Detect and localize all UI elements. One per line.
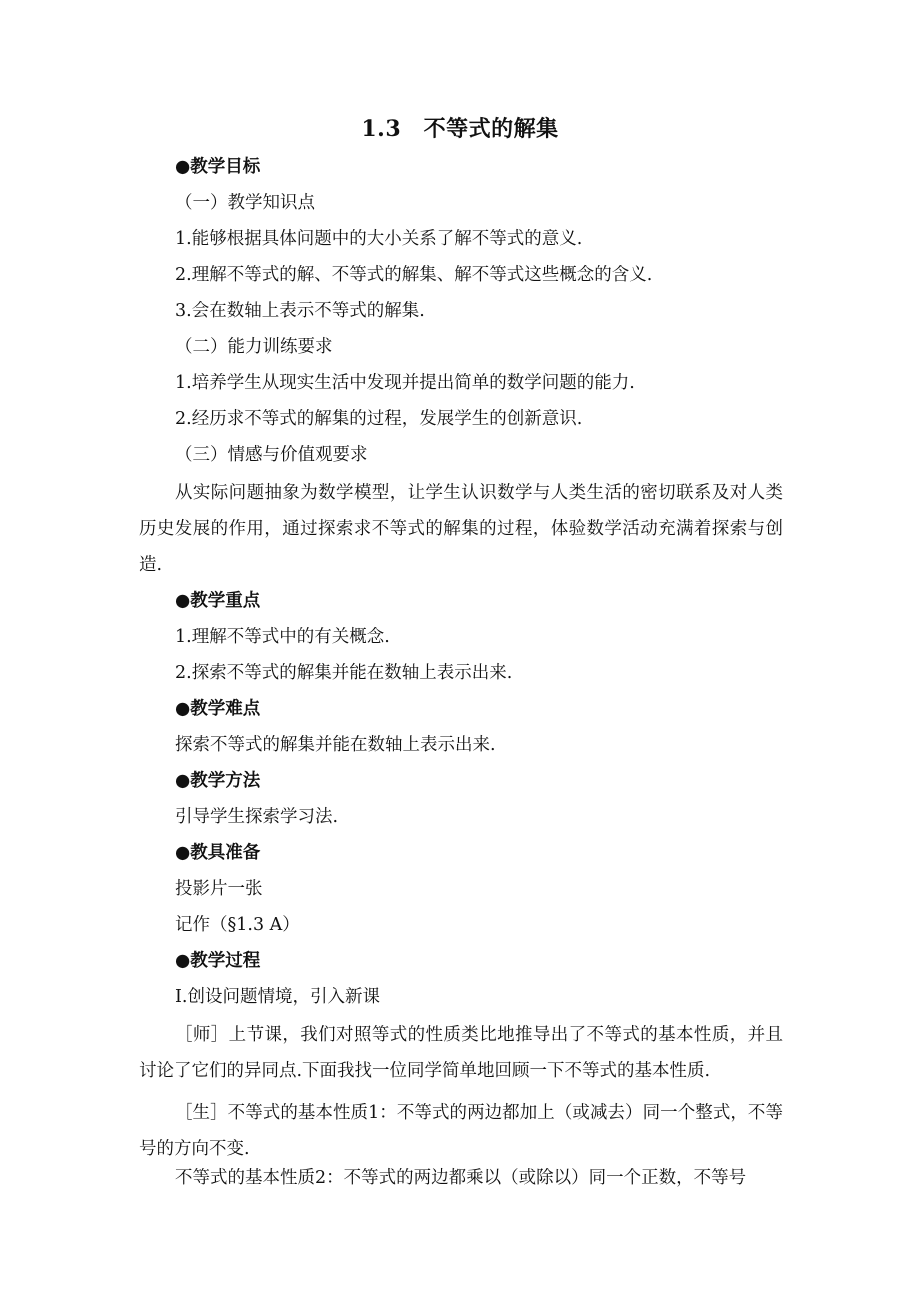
knowledge-item-2: 2.理解不等式的解、不等式的解集、解不等式这些概念的含义. [175, 265, 653, 285]
process-step-1: Ⅰ.创设问题情境，引入新课 [175, 987, 380, 1007]
knowledge-subheading: （一）教学知识点 [175, 193, 315, 213]
student-paragraph: ［生］不等式的基本性质1：不等式的两边都加上（或减去）同一个整式，不等号的方向不变. [139, 1103, 783, 1159]
ability-subheading: （二）能力训练要求 [175, 337, 333, 357]
tools-item-1: 投影片一张 [175, 879, 263, 899]
page-title: 1.3 不等式的解集 [361, 116, 559, 142]
emotion-subheading: （三）情感与价值观要求 [175, 445, 368, 465]
knowledge-item-3: 3.会在数轴上表示不等式的解集. [175, 301, 425, 321]
emotion-paragraph: 从实际问题抽象为数学模型，让学生认识数学与人类生活的密切联系及对人类历史发展的作用，通过探索求不等式的解集的过程，体验数学活动充满着探索与创造. [139, 483, 783, 575]
method-text: 引导学生探索学习法. [175, 807, 339, 827]
teacher-paragraph: ［师］上节课，我们对照等式的性质类比地推导出了不等式的基本性质，并且讨论了它们的异同点.下面我找一位同学简单地回顾一下不等式的基本性质. [139, 1025, 783, 1081]
tools-item-2: 记作（§1.3 A） [175, 915, 300, 935]
knowledge-item-1: 1.能够根据具体问题中的大小关系了解不等式的意义. [175, 229, 583, 249]
process-heading: ●教学过程 [175, 951, 261, 971]
difficulty-text: 探索不等式的解集并能在数轴上表示出来. [175, 735, 496, 755]
method-heading: ●教学方法 [175, 771, 261, 791]
difficulty-heading: ●教学难点 [175, 699, 261, 719]
tools-heading: ●教具准备 [175, 843, 261, 863]
ability-item-2: 2.经历求不等式的解集的过程，发展学生的创新意识. [175, 409, 583, 429]
objectives-heading: ●教学目标 [175, 157, 261, 177]
key-point-2: 2.探索不等式的解集并能在数轴上表示出来. [175, 663, 513, 683]
key-point-1: 1.理解不等式中的有关概念. [175, 627, 390, 647]
ability-item-1: 1.培养学生从现实生活中发现并提出简单的数学问题的能力. [175, 373, 635, 393]
key-points-heading: ●教学重点 [175, 591, 261, 611]
property2-paragraph: 不等式的基本性质2：不等式的两边都乘以（或除以）同一个正数，不等号 [175, 1168, 747, 1188]
